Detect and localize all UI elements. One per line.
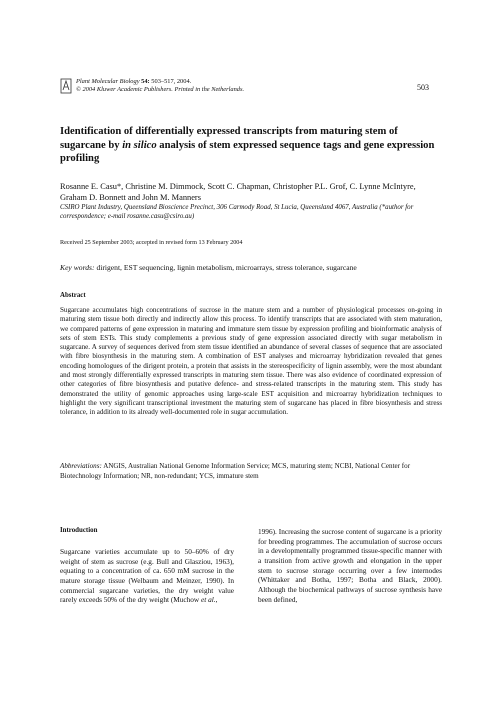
journal-header — [76, 78, 244, 94]
received-date: Received 25 September 2003; accepted in revised form 13 February 2004 — [60, 239, 243, 246]
keywords-text: dirigent, EST sequencing, lignin metabolism, microarrays, stress tolerance, sugarcane — [96, 263, 357, 272]
keywords-line — [60, 263, 440, 272]
author-list: Rosanne E. Casu*, Christine M. Dimmock, Scott C. Chapman, Christopher P.L. Grof, C. Lynne McIntyre, Graham D. Bonnett and John M. Manners — [60, 182, 416, 202]
abbreviations-label: Abbreviations: — [60, 462, 102, 470]
journal-volume: 54: — [141, 78, 150, 85]
paper-title: Identification of differentially expressed transcripts from maturing stem of sugarcane by in silico analysis of stem expressed sequence tags and gene expression profiling — [60, 126, 435, 165]
abstract-text: Sugarcane accumulates high concentrations of sucrose in the mature stem and a number of physiological processes on-going in maturing stem tissue both directly and indirectly allow this process. To identify transcripts that are associated with stem maturation, we compared patterns of gene expression in maturing and immature stem tissue by expression profiling and bioinformatic analysis of sets of stem ESTs. This study complements a previous study of gene expression associated directly with sugar metabolism in sugarcane. A survey of sequences derived from stem tissue identified an abundance of several classes of sequence that are associated with fibre biosynthesis in the maturing stem. A combination of EST analyses and microarray hybridization revealed that genes encoding homologues of the dirigent protein, a protein that assists in the stereospecificity of lignin assembly, were the most abundant and most strongly differentially expressed transcripts in maturing stem tissue. There was also evidence of coordinated expression of other categories of fibre biosynthesis and putative defence- and stress-related transcripts in the maturing stem. This study has demonstrated the utility of genomic approaches using large-scale EST acquisition and microarray hybridization techniques to highlight the very significant transcriptional investment the maturing stem of sugarcane has placed in fibre biosynthesis and stress tolerance, in addition to its already well-documented role in sugar accumulation. — [60, 306, 442, 417]
keywords-label: Key words: — [60, 263, 95, 272]
page-number: 503 — [417, 83, 429, 92]
introduction-heading: Introduction — [60, 527, 98, 534]
journal-name: Plant Molecular Biology — [76, 78, 140, 85]
author-affiliation: CSIRO Plant Industry, Queensland Bioscience Precinct, 306 Carmody Road, St Lucia, Queensland 4067, Australia (*author for correspondence; e-mail rosanne.casu@csiro.au) — [60, 204, 414, 220]
copyright-line: © 2004 Kluwer Academic Publishers. Printed in the Netherlands. — [76, 86, 245, 94]
abbreviations — [60, 462, 442, 481]
publisher-logo-icon — [60, 78, 72, 94]
abstract-heading: Abstract — [60, 292, 86, 299]
introduction-right-column: 1996). Increasing the sucrose content of sugarcane is a priority for breeding programmes. The accumulation of sucrose occurs in a developmentally programmed tissue-specific manner with a transition from active growth and elongation in the upper stem to sucrose storage occurring over a few internodes (Whittaker and Botha, 1997; Botha and Black, 2000). Although the biochemical pathways of sucrose synthesis have been defined, — [258, 527, 442, 604]
introduction-left-column: Sugarcane varieties accumulate up to 50–60% of dry weight of stem as sucrose (e.g. Bull and Glasziou, 1963), equating to a concentration of ca. 650 mM sucrose in the mature storage tissue (Welbaum and Meinzer, 1990). In commercial sugarcane varieties, the dry weight value rarely exceeds 50% of the dry weight (Muchow et al., — [60, 547, 234, 605]
journal-citation — [76, 78, 244, 86]
abbreviations-text: ANGIS, Australian National Genome Information Service; MCS, maturing stem; NCBI, National Center for Biotechnology Information; NR, non-redundant; YCS, immature stem — [60, 462, 411, 480]
journal-pages: 503–517, 2004. — [151, 78, 192, 85]
